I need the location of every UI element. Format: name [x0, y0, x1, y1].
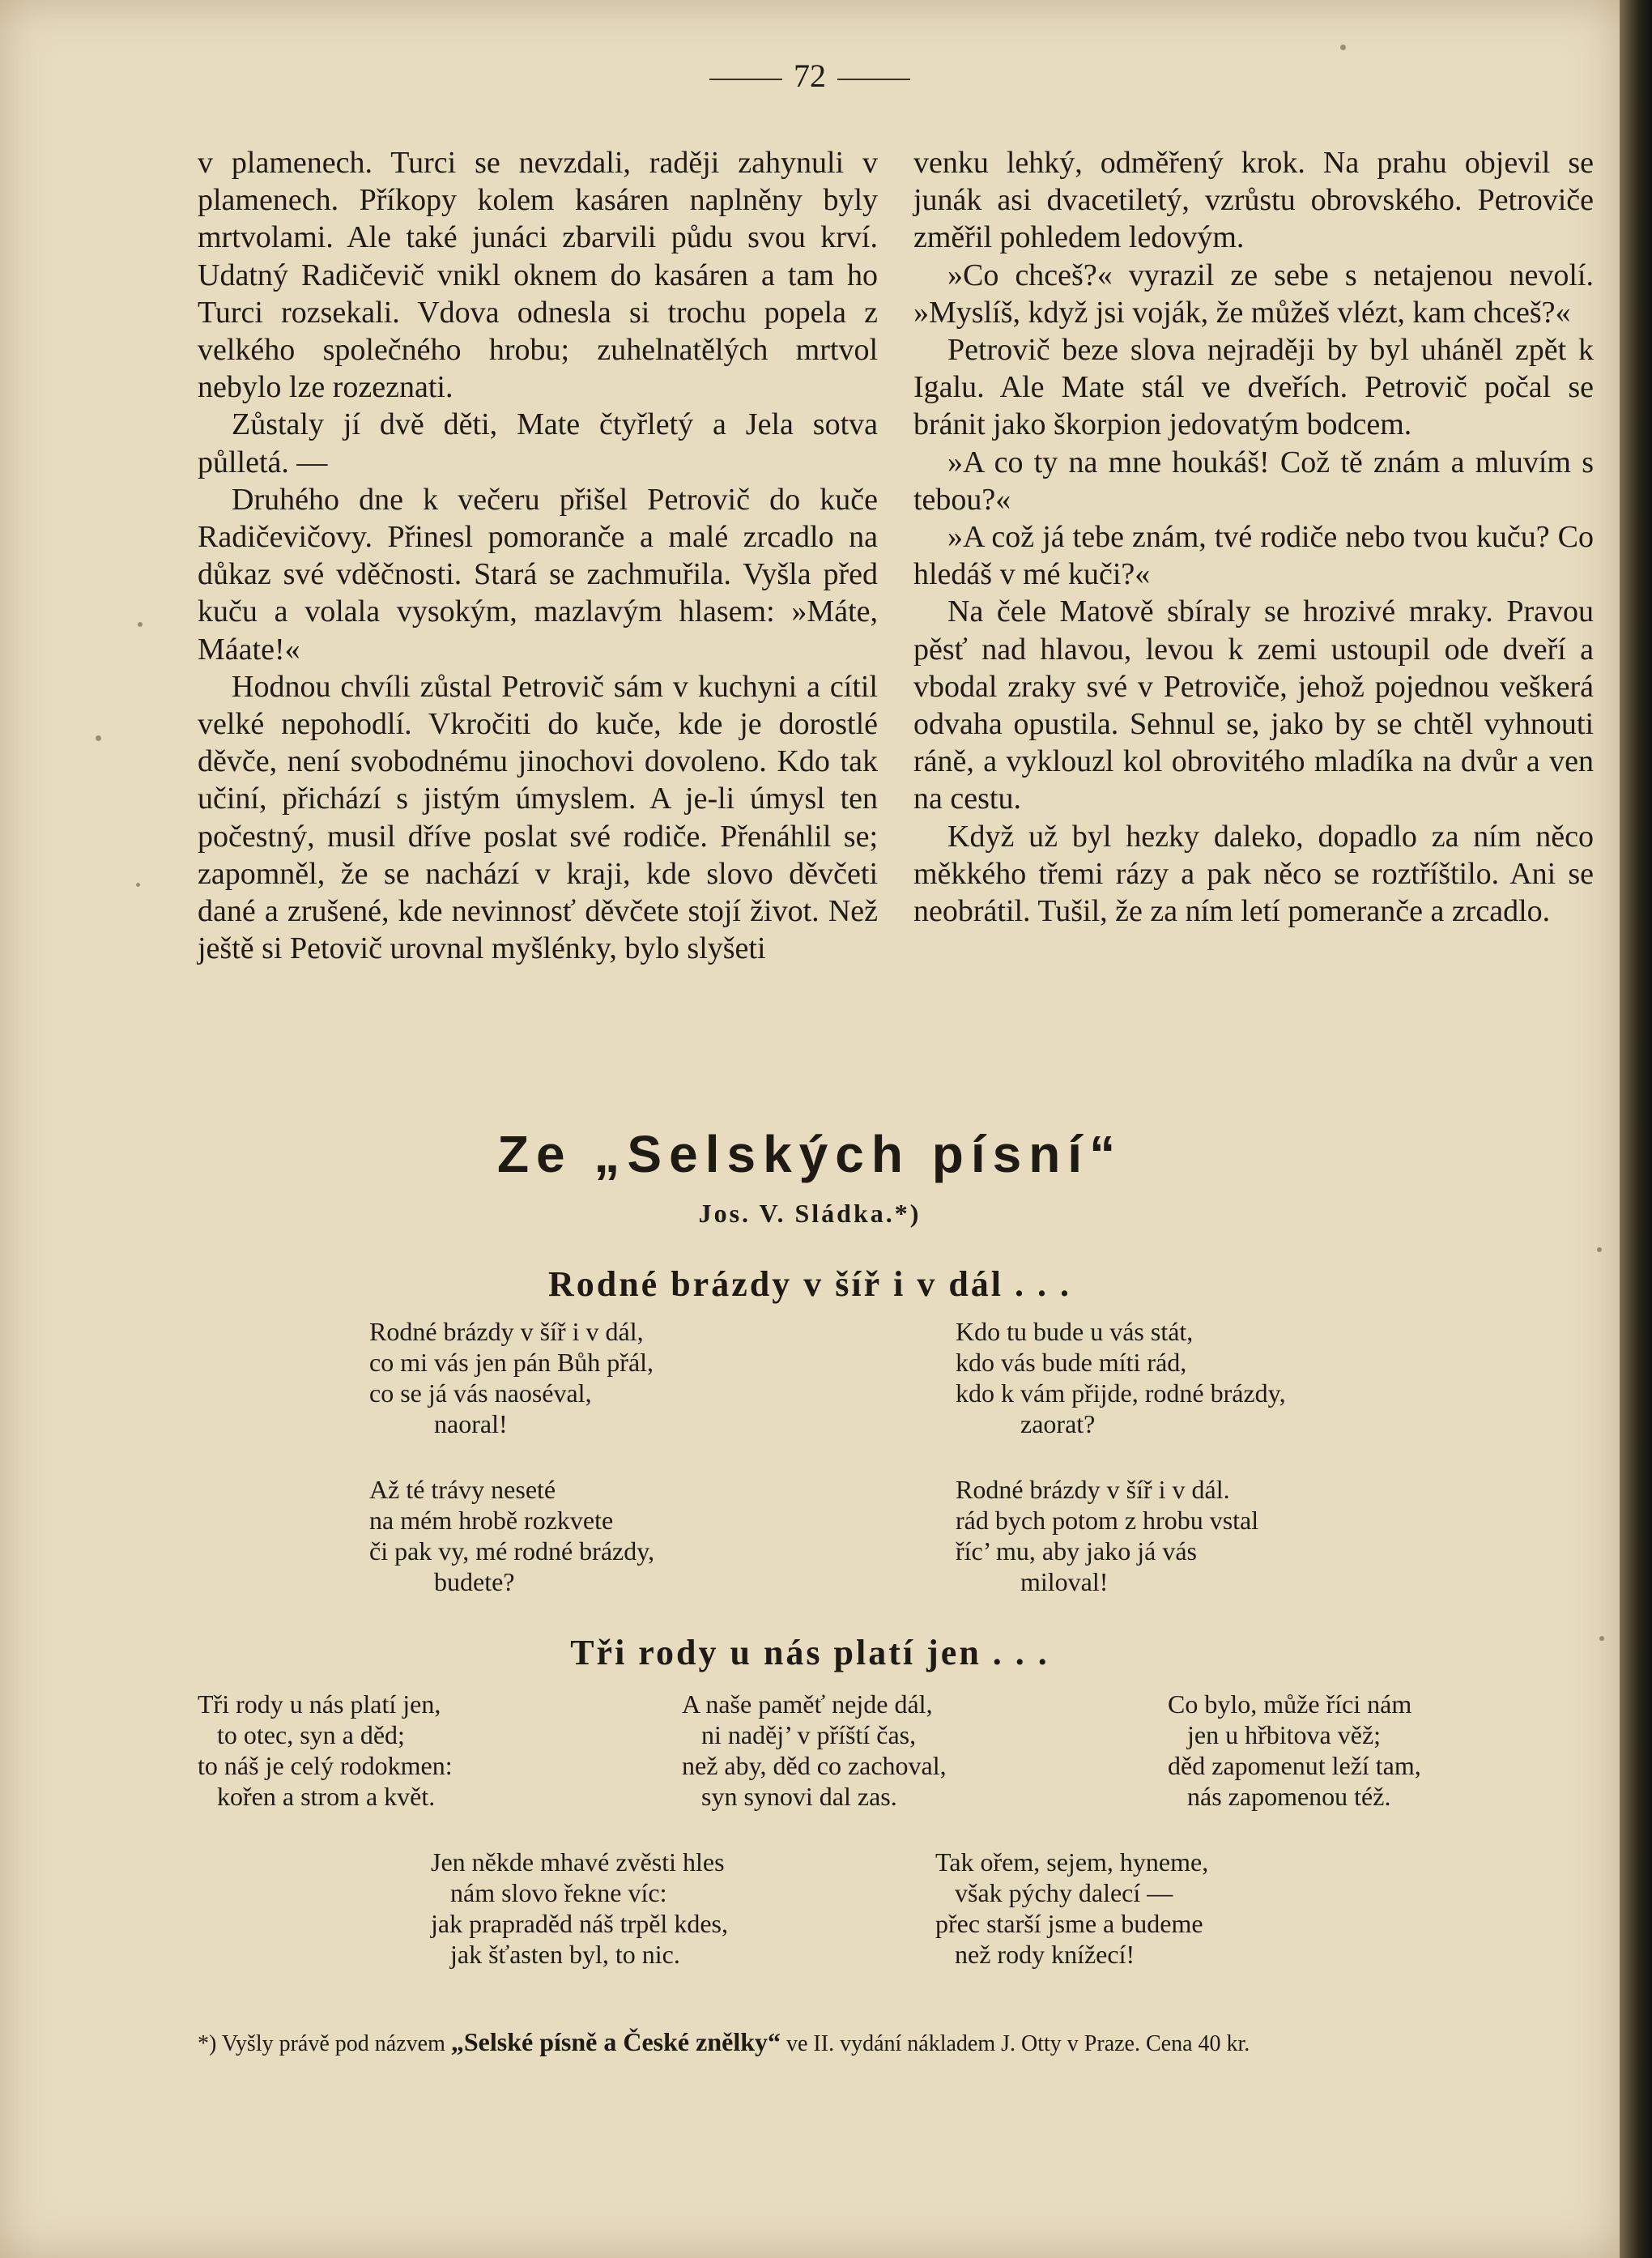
- footnote-book-title: „Selské písně a České znělky“: [450, 2027, 781, 2056]
- poem-stanza: Co bylo, může říci nám jen u hřbitova věž; děd zapomenut leží tam, nás zapomenou též.: [1168, 1689, 1421, 1811]
- right-column: [913, 144, 1594, 930]
- paragraph: »Co chceš?« vyrazil ze sebe s netajenou nevolí. »Myslíš, když jsi voják, že můžeš vlézt, kam chceš?«: [913, 258, 1594, 330]
- poem-stanza: Rodné brázdy v šíř i v dál, co mi vás jen pán Bůh přál, co se já vás naoséval, naoral!: [369, 1317, 654, 1438]
- poem-stanza: Kdo tu bude u vás stát, kdo vás bude míti rád, kdo k vám přijde, rodné brázdy, zaorat?: [956, 1317, 1286, 1438]
- poem-stanza: Rodné brázdy v šíř i v dál. rád bych potom z hrobu vstal říc’ mu, aby jako já vás miloval!: [956, 1475, 1259, 1596]
- page-number: 72: [794, 58, 826, 94]
- paragraph: »A co ty na mne houkáš! Což tě znám a mluvím s tebou?«: [913, 445, 1594, 517]
- paper-speck: [96, 735, 101, 741]
- paragraph: Druhého dne k večeru přišel Petrovič do kuče Radičevičovy. Přinesl pomoranče a malé zrcadlo na důkaz své vděčnosti. Stará se zachmuřila. Vyšla před kuču a volala vysokým, mazlavým hlasem: »Máte, Máate!«: [198, 482, 878, 667]
- paragraph: Když už byl hezky daleko, dopadlo za ním něco měkkého třemi rázy a pak něco se roztříštilo. Ani se neobrátil. Tušil, že za ním letí pomeranče a zrcadlo.: [913, 819, 1594, 929]
- page-number-line: [0, 57, 1620, 95]
- paper-speck: [1340, 45, 1346, 50]
- poem-stanza: Jen někde mhavé zvěsti hles nám slovo řekne víc: jak prapraděd náš trpěl kdes, jak šťasten byl, to nic.: [431, 1847, 728, 1969]
- poem-stanza: Tak ořem, sejem, hyneme, však pýchy dalecí — přec starší jsme a budeme než rody knížecí!: [935, 1847, 1209, 1969]
- paragraph: Na čele Matově sbíraly se hrozivé mraky. Pravou pěsť nad hlavou, levou k zemi ustoupil ode dveří a vbodal zraky své v Petroviče, jehož pojednou veškerá odvaha opustila. Sehnul se, jako by se chtěl vyhnouti ráně, a vyklouzl kol obrovitého mladíka na dvůr a ven na cestu.: [913, 594, 1594, 816]
- paragraph: v plamenech. Turci se nevzdali, raději zahynuli v plamenech. Příkopy kolem kasáren naplněny byly mrtvolami. Ale také junáci zbarvili půdu svou krví. Udatný Radičevič vnikl oknem do kasáren a tam ho Turci rozsekali. Vdova odnesla si trochu popela z velkého společného hrobu; zuhelnatělých mrtvol nebylo lze rozeznati.: [198, 146, 878, 405]
- poem-title: Rodné brázdy v šíř i v dál . . .: [547, 1264, 1072, 1304]
- paragraph: »A což já tebe znám, tvé rodiče nebo tvou kuču? Co hledáš v mé kuči?«: [913, 520, 1594, 592]
- footnote-rest: ve II. vydání nákladem J. Otty v Praze. Cena 40 kr.: [781, 2031, 1250, 2056]
- left-column: [198, 144, 878, 967]
- paragraph: Petrovič beze slova nejraději by byl uháněl zpět k Igalu. Ale Mate stál ve dveřích. Petrovič počal se bránit jako škorpion jedovatým bodcem.: [913, 333, 1594, 442]
- paper-speck: [1599, 1636, 1604, 1641]
- paragraph: Zůstaly jí dvě děti, Mate čtyřletý a Jela sotva půlletá. —: [198, 407, 878, 479]
- poem-stanza: A naše paměť nejde dál, ni naděj’ v příští čas, než aby, děd co zachoval, syn synovi dal zas.: [682, 1689, 947, 1811]
- poem-title: Tři rody u nás platí jen . . .: [570, 1633, 1050, 1672]
- footnote: [198, 2027, 1590, 2059]
- section-author: Jos. V. Sládka.*): [698, 1199, 922, 1228]
- footnote-intro: *) Vyšly právě pod názvem: [198, 2031, 451, 2056]
- paper-speck: [1597, 1247, 1602, 1252]
- paper-speck: [138, 622, 143, 627]
- poem-stanza: Až té trávy neseté na mém hrobě rozkvete či pak vy, mé rodné brázdy, budete?: [369, 1475, 655, 1596]
- poem-stanza: Tři rody u nás platí jen, to otec, syn a děd; to náš je celý rodokmen: kořen a strom a květ.: [198, 1689, 453, 1811]
- section-title: Ze „Selských písní“: [496, 1125, 1123, 1183]
- paper-speck: [136, 883, 140, 887]
- paragraph: Hodnou chvíli zůstal Petrovič sám v kuchyni a cítil velké nepohodlí. Vkročiti do kuče, kde je dorostlé děvče, není svobodnému jinochovi dovoleno. Kdo tak učiní, přichází s jistým úmyslem. A je-li úmysl ten počestný, musil dříve poslat své rodiče. Přenáhlil se; zapomněl, že se nachází v kraji, kde slovo děvčeti dané a zrušené, kde nevinnosť děvčete stojí život. Než ještě si Petovič urovnal myšlénky, bylo slyšeti: [198, 669, 878, 966]
- paragraph: venku lehký, odměřený krok. Na prahu objevil se junák asi dvacetiletý, vzrůstu obrovského. Petroviče změřil pohledem ledovým.: [913, 146, 1594, 255]
